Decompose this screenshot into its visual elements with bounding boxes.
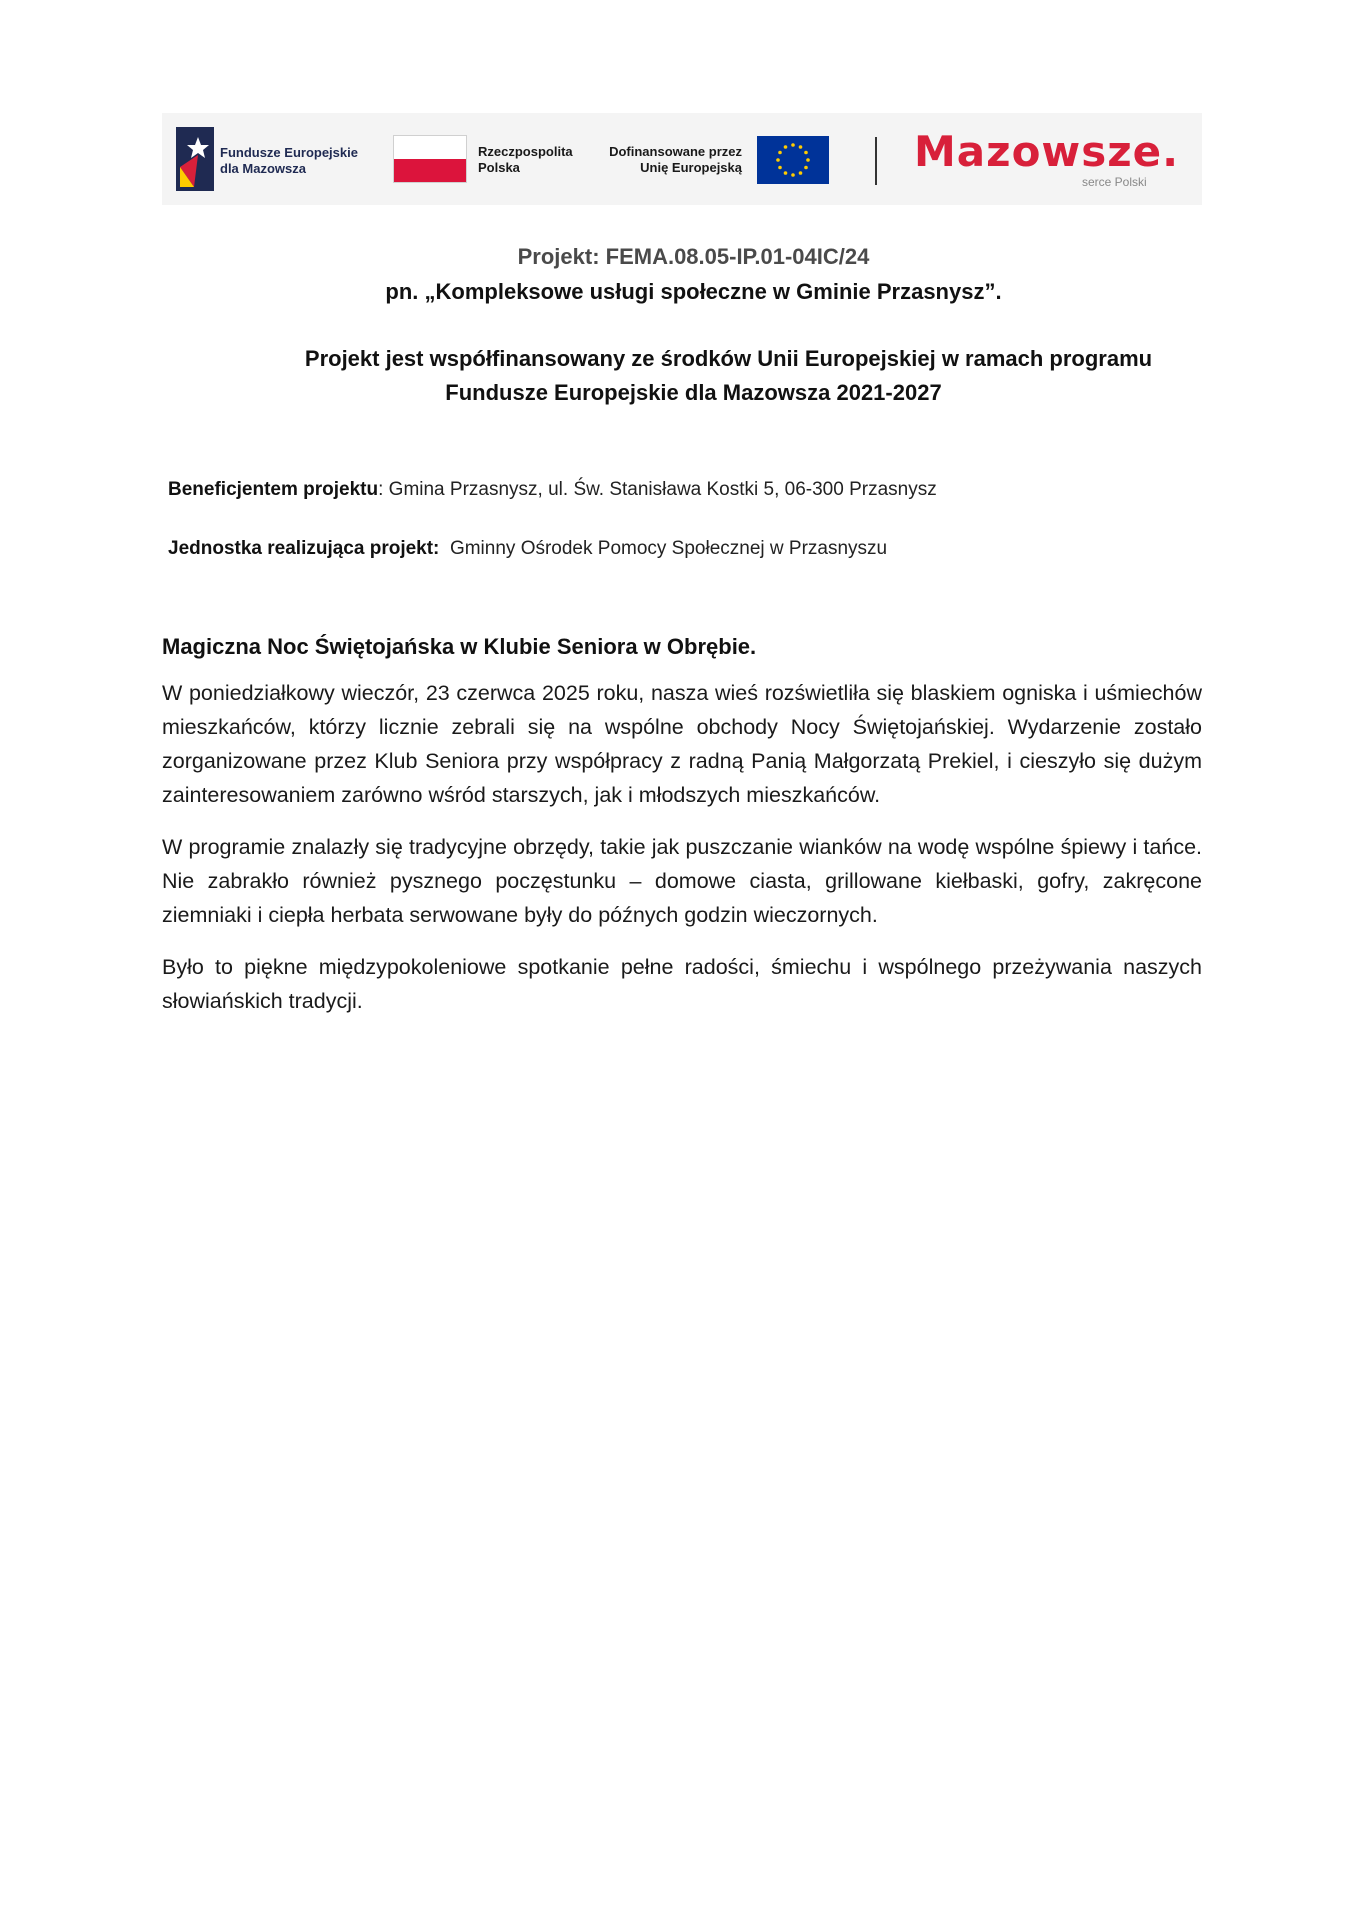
eu-star-icon (804, 151, 808, 155)
fundusze-europejskie-text: Fundusze Europejskie dla Mazowsza (220, 145, 358, 176)
logo-strip (162, 113, 1202, 205)
article (162, 630, 1202, 1036)
article-title: Magiczna Noc Świętojańska w Klubie Seniora w Obrębie. (162, 634, 757, 659)
article-paragraph: W poniedziałkowy wieczór, 23 czerwca 2025 roku, nasza wieś rozświetliła się blaskiem ogniska i uśmiechów mieszkańców, którzy licznie zebrali się na wspólne obchody Nocy Świętojańskiej. Wydarzenie zostało zorganizowane przez Klub Seniora przy współpracy z radną Panią Małgorzatą Prekiel, i cieszyło się dużym zainteresowaniem zarówno wśród starszych, jak i młodszych mieszkańców. (162, 681, 1202, 807)
project-name: pn. „Kompleksowe usługi społeczne w Gminie Przasnysz”. (385, 279, 1002, 304)
eu-star-icon (806, 158, 810, 162)
article-paragraph: W programie znalazły się tradycyjne obrzędy, takie jak puszczanie wianków na wodę wspólne śpiewy i tańce. Nie zabrakło również pysznego poczęstunku – domowe ciasta, grillowane kiełbaski, gofry, zakręcone ziemniaki i ciepła herbata serwowane były do późnych godzin wieczornych. (162, 835, 1202, 927)
beneficiary-label: Beneficjentem projektu (168, 479, 379, 500)
eu-star-icon (799, 145, 803, 149)
implementing-unit-label: Jednostka realizująca projekt: (168, 538, 440, 559)
eu-star-icon (791, 143, 795, 147)
cofinancing-statement-line-2: Fundusze Europejskie dla Mazowsza 2021-2027 (445, 380, 942, 405)
implementing-unit-row (168, 538, 887, 560)
mazowsze-tagline: serce Polski (1082, 175, 1147, 189)
eu-flag-icon (757, 136, 829, 184)
eu-star-icon (778, 151, 782, 155)
eu-star-icon (804, 166, 808, 170)
beneficiary-row (168, 479, 937, 501)
beneficiary-value: : Gmina Przasnysz, ul. Św. Stanisława Kostki 5, 06-300 Przasnysz (378, 479, 937, 500)
eu-star-icon (784, 171, 788, 175)
eu-star-icon (784, 145, 788, 149)
eu-star-icon (799, 171, 803, 175)
logo-divider (875, 137, 877, 185)
cofinancing-statement-line-1: Projekt jest współfinansowany ze środków Unii Europejskiej w ramach programu (304, 346, 1153, 371)
mazowsze-logo: Mazowsze. (914, 127, 1180, 176)
fundusze-europejskie-logo (176, 127, 214, 191)
article-paragraph: Było to piękne międzypokoleniowe spotkanie pełne radości, śmiechu i wspólnego przeżywania naszych słowiańskich tradycji. (162, 955, 1202, 1013)
rzeczpospolita-polska-text: Rzeczpospolita Polska (478, 144, 573, 175)
eu-cofinancing-text: Dofinansowane przez Unię Europejską (609, 144, 742, 175)
implementing-unit-value: Gminny Ośrodek Pomocy Społecznej w Przasnyszu (439, 538, 888, 559)
poland-flag-icon (393, 135, 467, 183)
eu-star-icon (778, 166, 782, 170)
eu-star-icon (776, 158, 780, 162)
eu-star-icon (791, 173, 795, 177)
project-code: Projekt: FEMA.08.05-IP.01-04IC/24 (517, 244, 870, 269)
